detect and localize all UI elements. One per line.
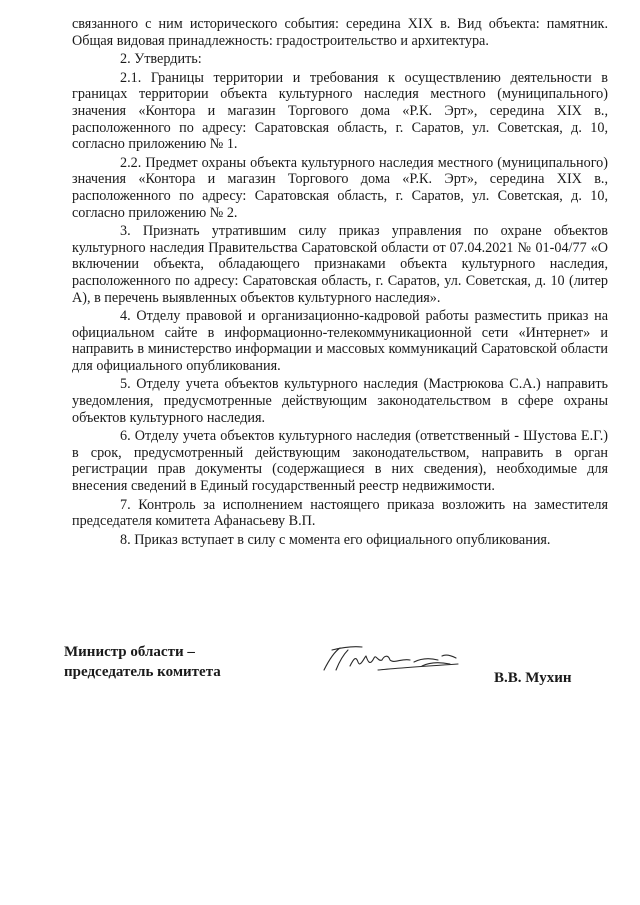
- paragraph-item-5: 5. Отделу учета объектов культурного наследия (Мастрюкова С.А.) направить уведомления, предусмотренные действующим законодательством в сфере охраны объектов культурного наследия.: [72, 376, 608, 426]
- signatory-title-line1: Министр области –: [64, 644, 195, 660]
- paragraph-item-2-2: 2.2. Предмет охраны объекта культурного наследия местного (муниципального) значения «Контора и магазин Торгового дома «Р.К. Эрт», середина XIX в., расположенного по адресу: Саратовская область, г. Саратов, ул. Советская, д. 10, согласно приложению № 2.: [72, 154, 608, 221]
- paragraph-item-7: 7. Контроль за исполнением настоящего приказа возложить на заместителя председателя комитета Афанасьеву В.П.: [72, 496, 608, 530]
- paragraph-item-3: 3. Признать утратившим силу приказ управления по охране объектов культурного наследия Правительства Саратовской области от 07.04.2021 № 01-04/77 «О включении объекта, обладающего признаками объекта культурного наследия, расположенного по адресу: Саратовская область, г. Саратов, ул. Советская, д. 10 (литер А), в перечень выявленных объектов культурного наследия».: [72, 223, 608, 306]
- paragraph-item-6: 6. Отделу учета объектов культурного наследия (ответственный - Шустова Е.Г.) в срок, предусмотренный действующим законодательством, направить в орган регистрации прав документы (содержащиеся в них сведения), необходимые для внесения сведений в Единый государственный реестр недвижимости.: [72, 428, 608, 495]
- document-body: [72, 16, 608, 550]
- paragraph-item-8: 8. Приказ вступает в силу с момента его официального опубликования.: [120, 531, 551, 548]
- paragraph-item-4: 4. Отделу правовой и организационно-кадровой работы разместить приказ на официальном сайте в информационно-телекоммуникационной сети «Интернет» и направить в министерство информации и массовых коммуникаций Саратовской области для официального опубликования.: [72, 308, 608, 374]
- paragraph-item-2: 2. Утвердить:: [120, 51, 202, 68]
- signatory-title: [64, 642, 221, 682]
- signatory-name: В.В. Мухин: [494, 670, 572, 686]
- handwritten-signature: [318, 640, 488, 682]
- signatory-title-line2: председатель комитета: [64, 664, 221, 680]
- paragraph-item-2-1: 2.1. Границы территории и требования к осуществлению деятельности в границах территории объекта культурного наследия местного (муниципального) значения «Контора и магазин Торгового дома «Р.К. Эрт», середина XIX в., расположенного по адресу: Саратовская область, г. Саратов, ул. Советская, д. 10, согласно приложению № 1.: [72, 69, 608, 153]
- paragraph-continuation: связанного с ним исторического события: середина XIX в. Вид объекта: памятник. Общая видовая принадлежность: градостроительство и архитектура.: [72, 16, 608, 49]
